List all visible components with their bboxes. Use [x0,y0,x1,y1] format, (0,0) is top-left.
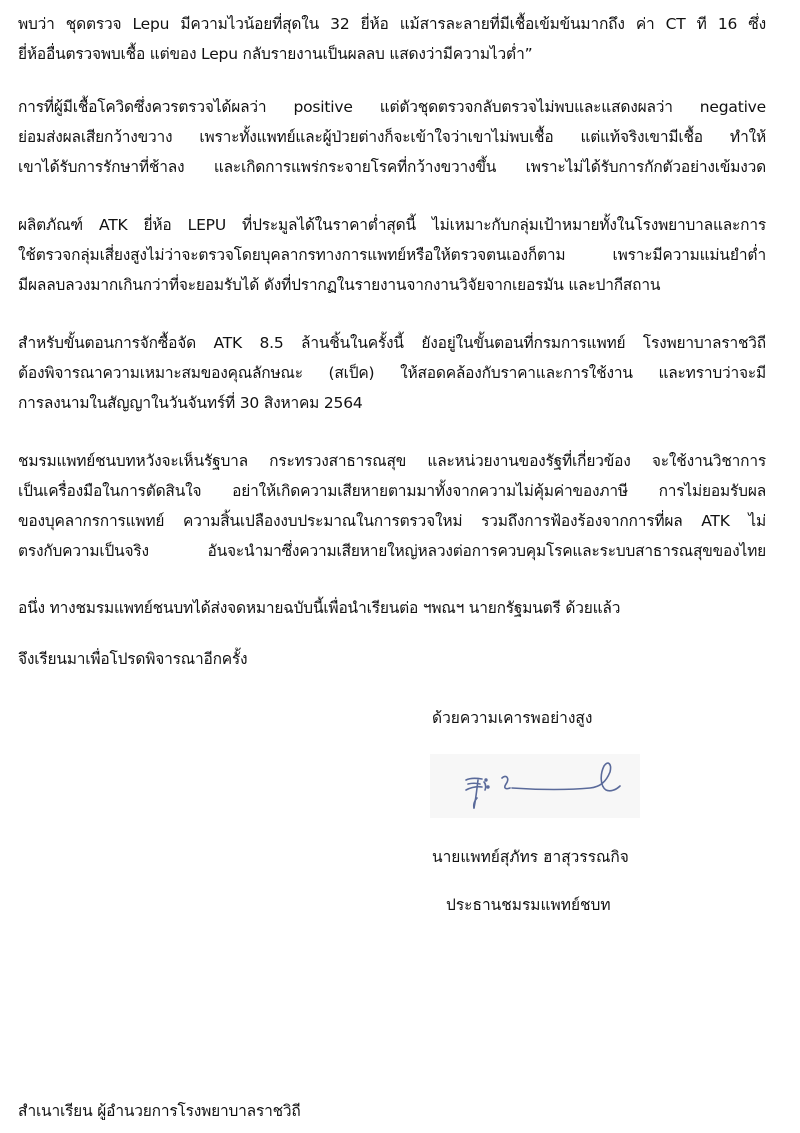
paragraph-3-line-3: มีผลลบลวงมากเกินกว่าที่จะยอมรับได้ ดังที่ปรากฏในรายงานจากงานวิจัยจากเยอรมัน และปากีสถาน [18,276,661,294]
closing-salutation: ด้วยความเคารพอย่างสูง [432,709,593,727]
paragraph-5-line-1: ชมรมแพทย์ชนบทหวังจะเห็นรัฐบาล กระทรวงสาธารณสุข และหน่วยงานของรัฐที่เกี่ยวข้อง จะใช้งานวิชาการ [18,452,766,470]
signatory-name: นายแพทย์สุภัทร ฮาสุวรรณกิจ [432,848,629,866]
signatory-title: ประธานชมรมแพทย์ชบท [446,896,611,914]
paragraph-2-line-2: ย่อมส่งผลเสียกว้างขวาง เพราะทั้งแพทย์และผู้ป่วยต่างก็จะเข้าใจว่าเขาไม่พบเชื้อ แต่แท้จริงเขามีเชื้อ ทำให้ [18,128,766,146]
paragraph-3-line-2: ใช้ตรวจกลุ่มเสี่ยงสูงไม่ว่าจะตรวจโดยบุคลากรทางการแพทย์หรือให้ตรวจตนเองก็ตาม เพราะมีความแม่นยำต่ำ [18,246,766,264]
paragraph-4-line-3: การลงนามในสัญญาในวันจันทร์ที่ 30 สิงหาคม 2564 [18,394,363,412]
paragraph-5-line-3: ของบุคลากรการแพทย์ ความสิ้นเปลืองงบประมาณในการตรวจใหม่ รวมถึงการฟ้องร้องจากการที่ผล ATK ไม่ [18,512,766,530]
handwritten-signature-icon [430,754,640,818]
cc-line: สำเนาเรียน ผู้อำนวยการโรงพยาบาลราชวิถี [18,1102,301,1120]
paragraph-2-line-1: การที่ผู้มีเชื้อโควิดซึ่งควรตรวจได้ผลว่า positive แต่ตัวชุดตรวจกลับตรวจไม่พบและแสดงผลว่า negative [18,98,766,116]
paragraph-2-line-3: เขาได้รับการรักษาที่ช้าลง และเกิดการแพร่กระจายโรคที่กว้างขวางขึ้น เพราะไม่ได้รับการกักตัวอย่างเข้มงวด [18,158,766,176]
paragraph-1-line-1: พบว่า ชุดตรวจ Lepu มีความไวน้อยที่สุดใน 32 ยี่ห้อ แม้สารละลายที่มีเชื้อเข้มข้นมากถึง ค่า CT ที 16 ซึ่ง [18,15,766,33]
paragraph-7-line-1: จึงเรียนมาเพื่อโปรดพิจารณาอีกครั้ง [18,650,248,668]
paragraph-3-line-1: ผลิตภัณฑ์ ATK ยี่ห้อ LEPU ที่ประมูลได้ในราคาต่ำสุดนี้ ไม่เหมาะกับกลุ่มเป้าหมายทั้งในโรงพยาบาลและการ [18,216,766,234]
paragraph-4-line-1: สำหรับขั้นตอนการจักซื้อจัด ATK 8.5 ล้านชิ้นในครั้งนี้ ยังอยู่ในขั้นตอนที่กรมการแพทย์ โรงพยาบาลราชวิถี [18,334,766,352]
paragraph-6-line-1: อนึ่ง ทางชมรมแพทย์ชนบทได้ส่งจดหมายฉบับนี้เพื่อนำเรียนต่อ ฯพณฯ นายกรัฐมนตรี ด้วยแล้ว [18,599,621,617]
paragraph-5-line-4: ตรงกับความเป็นจริง อันจะนำมาซึ่งความเสียหายใหญ่หลวงต่อการควบคุมโรคและระบบสาธารณสุขของไทย [18,542,766,560]
paragraph-4-line-2: ต้องพิจารณาความเหมาะสมของคุณลักษณะ (สเป็ค) ให้สอดคล้องกับราคาและการใช้งาน และทราบว่าจะมี [18,364,766,382]
paragraph-1-line-2: ยี่ห้ออื่นตรวจพบเชื้อ แต่ของ Lepu กลับรายงานเป็นผลลบ แสดงว่ามีความไวต่ำ” [18,45,533,63]
signature-image [430,754,640,818]
paragraph-5-line-2: เป็นเครื่องมือในการตัดสินใจ อย่าให้เกิดความเสียหายตามมาทั้งจากความไม่คุ้มค่าของภาษี การไม่ยอมรับผล [18,482,766,500]
